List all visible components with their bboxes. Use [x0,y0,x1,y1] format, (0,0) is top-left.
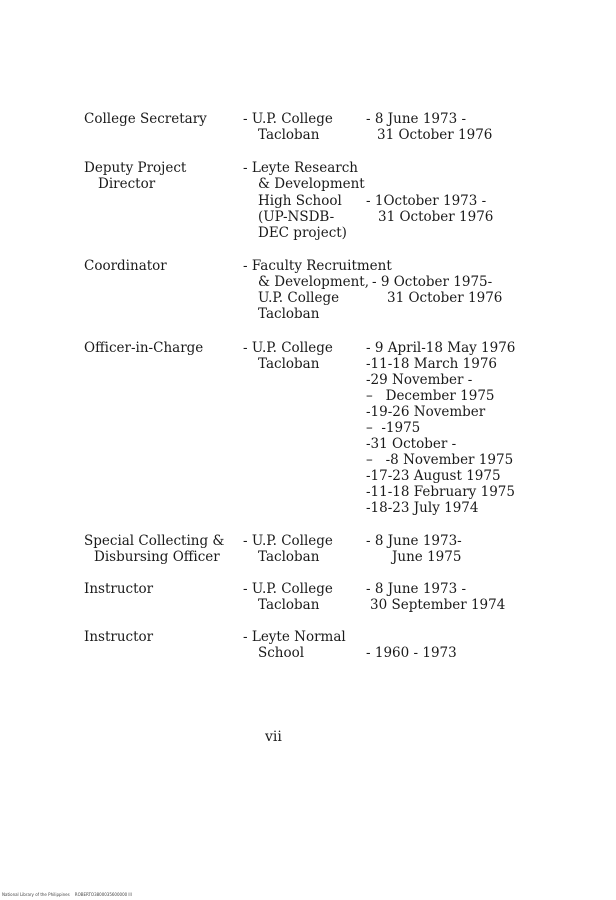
institution-line: - Faculty Recruitment [243,258,392,274]
footer-watermark: National Library of the Philippines ROBERTO3800035600000 lll [2,892,132,897]
position-title: Instructor [84,629,154,645]
position-title: Director [98,176,156,192]
position-title: Officer-in-Charge [84,340,204,356]
date-line: – December 1975 [366,388,495,404]
position-title: Special Collecting & [84,533,225,549]
institution-line: Tacloban [258,549,320,565]
institution-line: - U.P. College [243,533,333,549]
institution-line: - U.P. College [243,111,333,127]
date-line: – -1975 [366,420,421,436]
institution-line: & Development [258,176,365,192]
institution-line: - U.P. College [243,340,333,356]
institution-line: High School [258,193,342,209]
institution-line: & Development, [258,274,370,290]
date-line: -11-18 March 1976 [366,356,497,372]
institution-line: Tacloban [258,127,320,143]
date-line: - 9 April-18 May 1976 [366,340,516,356]
institution-line: U.P. College [258,290,340,306]
date-line: - 9 October 1975- [372,274,493,290]
date-line: 31 October 1976 [387,290,503,306]
institution-line: Tacloban [258,306,320,322]
page-number: vii [265,729,282,745]
date-line: - 1960 - 1973 [366,645,457,661]
date-line: 30 September 1974 [370,597,506,613]
date-line: - 8 June 1973- [366,533,462,549]
date-line: -31 October - [366,436,457,452]
date-line: - 8 June 1973 - [366,111,467,127]
date-line: -11-18 February 1975 [366,484,515,500]
institution-line: Tacloban [258,597,320,613]
institution-line: - Leyte Normal [243,629,346,645]
position-title: College Secretary [84,111,207,127]
institution-line: - Leyte Research [243,160,358,176]
position-title: Coordinator [84,258,167,274]
date-line: -29 November - [366,372,473,388]
institution-line: School [258,645,305,661]
date-line: -17-23 August 1975 [366,468,501,484]
institution-line: Tacloban [258,356,320,372]
date-line: June 1975 [392,549,462,565]
institution-line: (UP-NSDB- [258,209,335,225]
date-line: -18-23 July 1974 [366,500,479,516]
date-line: -19-26 November [366,404,486,420]
position-title: Disbursing Officer [94,549,220,565]
date-line: 31 October 1976 [377,127,493,143]
date-line: - 8 June 1973 - [366,581,467,597]
date-line: - 1October 1973 - [366,193,487,209]
position-title: Deputy Project [84,160,187,176]
date-line: 31 October 1976 [378,209,494,225]
date-line: – -8 November 1975 [366,452,514,468]
position-title: Instructor [84,581,154,597]
institution-line: - U.P. College [243,581,333,597]
institution-line: DEC project) [258,225,347,241]
